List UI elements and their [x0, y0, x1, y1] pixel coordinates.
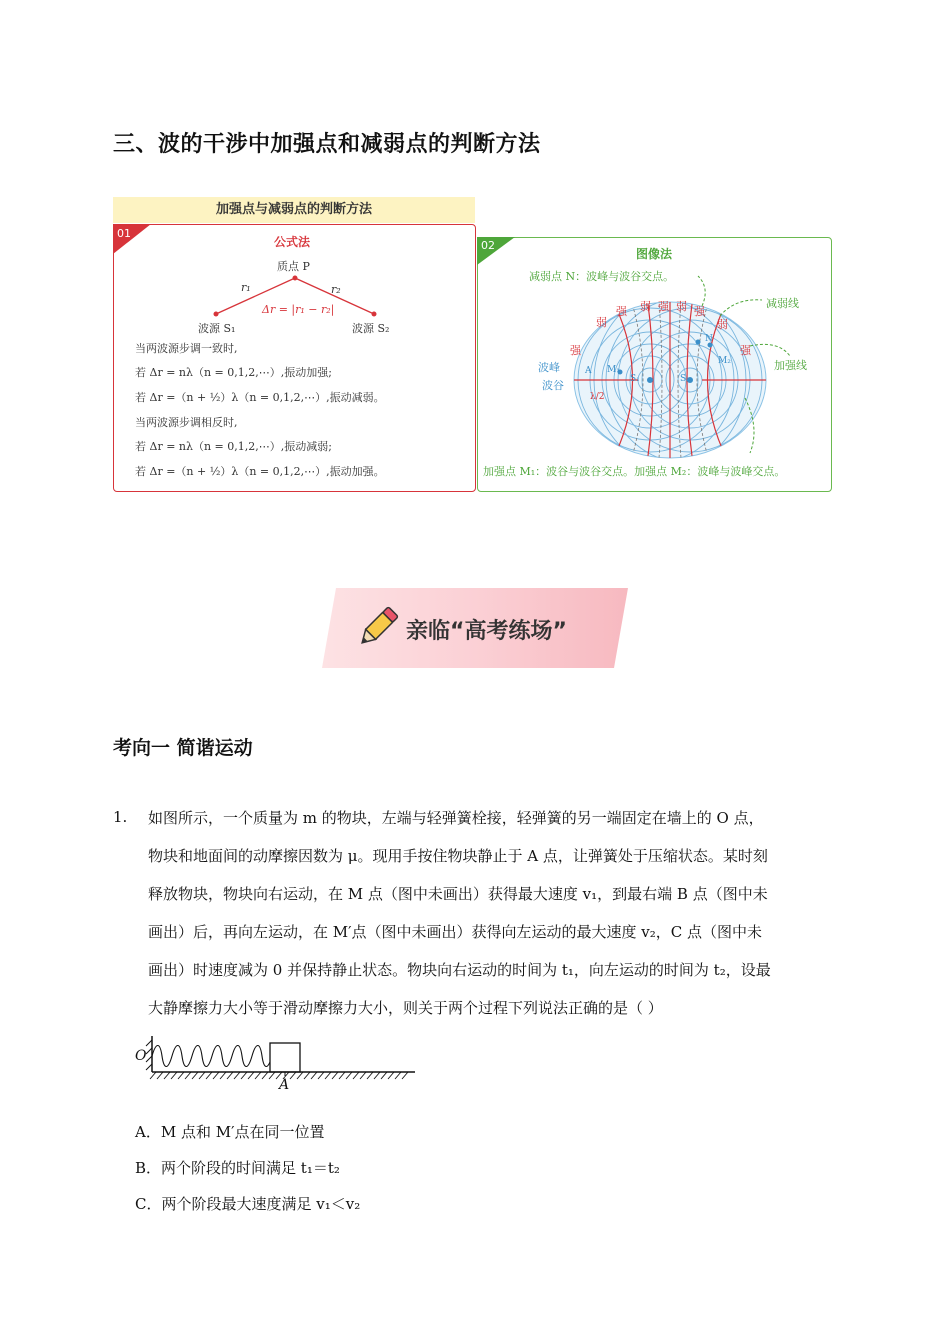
section-heading: 三、波的干涉中加强点和减弱点的判断方法 — [113, 132, 541, 157]
ground-hatch-mark — [332, 1072, 338, 1079]
image-method-subtitle: 图像法 — [636, 247, 673, 261]
ground-hatch-mark — [374, 1072, 380, 1079]
option-c[interactable]: C．两个阶段最大速度满足 v₁＜v₂ — [135, 1195, 361, 1213]
ground-hatch-mark — [339, 1072, 345, 1079]
ground-hatch-mark — [367, 1072, 373, 1079]
ground-hatch-mark — [304, 1072, 310, 1079]
delta-r-formula: Δr = |r₁ − r₂| — [262, 303, 335, 316]
r1-label: r₁ — [241, 281, 251, 294]
half-wavelength-label: λ/2 — [590, 392, 605, 402]
ground-hatch-mark — [234, 1072, 240, 1079]
strong-label: 强 — [570, 344, 581, 357]
spring-block-figure — [130, 1030, 420, 1094]
ground-hatch-mark — [360, 1072, 366, 1079]
ground-hatch-mark — [346, 1072, 352, 1079]
ground-hatch-mark — [297, 1072, 303, 1079]
ground-hatch-mark — [290, 1072, 296, 1079]
ground-hatch-mark — [220, 1072, 226, 1079]
ground-hatch-mark — [353, 1072, 359, 1079]
ground-hatch-mark — [192, 1072, 198, 1079]
strong-label: 强 — [740, 344, 751, 357]
rule-line: 若 Δr = nλ（n = 0,1,2,⋯）,振动加强; — [135, 366, 332, 379]
wall-o-label: O — [135, 1048, 147, 1064]
ground-hatch-mark — [311, 1072, 317, 1079]
banner-text: 亲临“高考练场” — [406, 619, 567, 644]
trough-label: 波谷 — [542, 379, 564, 392]
ground-hatch-mark — [213, 1072, 219, 1079]
s2-label: S₂ — [680, 374, 690, 384]
ground-hatch-mark — [269, 1072, 275, 1079]
ground-hatch-mark — [150, 1072, 156, 1079]
strong-line-label: 加强线 — [774, 359, 807, 372]
ground-hatch-mark — [178, 1072, 184, 1079]
weak-label: 弱 — [676, 300, 687, 313]
ground-hatch-mark — [199, 1072, 205, 1079]
ground-hatch-mark — [185, 1072, 191, 1079]
option-b[interactable]: B．两个阶段的时间满足 t₁＝t₂ — [135, 1159, 340, 1177]
formula-method-subtitle: 公式法 — [274, 235, 311, 249]
strong-label: 强 — [616, 305, 627, 318]
ground-hatch-mark — [325, 1072, 331, 1079]
m2-label: M₂ — [718, 356, 731, 366]
strong-label: 强 — [658, 300, 669, 313]
ground-hatch-mark — [402, 1072, 408, 1079]
crest-label: 波峰 — [538, 361, 560, 374]
question-text-line: 如图所示，一个质量为 m 的物块，左端与轻弹簧栓接，轻弹簧的另一端固定在墙上的 O 点， — [148, 809, 764, 827]
point-p-label: 质点 P — [277, 260, 310, 273]
question-number: 1. — [113, 808, 128, 826]
r2-label: r₂ — [331, 283, 341, 296]
weak-point-note: 减弱点 N：波峰与波谷交点。 — [529, 270, 675, 283]
a-label: A — [585, 366, 592, 376]
weak-label: 弱 — [717, 318, 728, 331]
rule-line: 当两波源步调一致时, — [135, 342, 238, 355]
question-text-line: 大静摩擦力大小等于滑动摩擦力大小，则关于两个过程下列说法正确的是（ ） — [148, 999, 663, 1017]
strong-points-note: 加强点 M₁：波谷与波谷交点。加强点 M₂：波峰与波峰交点。 — [483, 465, 786, 478]
weak-label: 弱 — [640, 300, 651, 313]
ground-hatch-mark — [164, 1072, 170, 1079]
ground-hatch-mark — [255, 1072, 261, 1079]
rule-line: 若 Δr = nλ（n = 0,1,2,⋯）,振动减弱; — [135, 440, 332, 453]
question-text-line: 画出）后，再向左运动，在 M′点（图中未画出）获得向左运动的最大速度 v₂，C 点（图中未 — [148, 923, 763, 941]
ground-hatch-mark — [241, 1072, 247, 1079]
rule-line: 当两波源步调相反时, — [135, 416, 238, 429]
ground-hatch-mark — [227, 1072, 233, 1079]
source-s2-label: 波源 S₂ — [352, 322, 390, 335]
question-text-line: 释放物块，物块向右运动，在 M 点（图中未画出）获得最大速度 v₁，到最右端 B 点（图中未 — [148, 885, 768, 903]
ground-hatch-mark — [381, 1072, 387, 1079]
point-a-label: A — [279, 1077, 290, 1093]
section-title: 考向一 简谐运动 — [113, 737, 253, 759]
infographic-title: 加强点与减弱点的判断方法 — [113, 197, 475, 223]
tag-02: 02 — [481, 239, 495, 252]
tag-01: 01 — [117, 227, 131, 240]
s1-label: S₁ — [630, 374, 640, 384]
weak-line-label: 减弱线 — [766, 297, 799, 310]
ground-hatch-mark — [171, 1072, 177, 1079]
ground-hatch-mark — [395, 1072, 401, 1079]
ground-hatch-mark — [318, 1072, 324, 1079]
annotation-arrows — [690, 268, 810, 458]
ground-hatch-mark — [157, 1072, 163, 1079]
ground-hatch-mark — [248, 1072, 254, 1079]
question-text-line: 物块和地面间的动摩擦因数为 μ。现用手按住物块静止于 A 点，让弹簧处于压缩状态。某时刻 — [148, 847, 768, 865]
rule-line: 若 Δr =（n + ½）λ（n = 0,1,2,⋯）,振动减弱。 — [135, 391, 385, 404]
ground-hatch-mark — [388, 1072, 394, 1079]
strong-label: 强 — [694, 305, 705, 318]
option-a[interactable]: A．M 点和 M′点在同一位置 — [135, 1123, 325, 1141]
ground-hatch-mark — [262, 1072, 268, 1079]
weak-label: 弱 — [596, 316, 607, 329]
question-text-line: 画出）时速度减为 0 并保持静止状态。物块向右运动的时间为 t₁，向左运动的时间为 t₂，设最 — [148, 961, 771, 979]
rule-line: 若 Δr =（n + ½）λ（n = 0,1,2,⋯）,振动加强。 — [135, 465, 385, 478]
m1-label: M₁ — [607, 365, 620, 375]
source-s1-label: 波源 S₁ — [198, 322, 236, 335]
ground-hatch-mark — [206, 1072, 212, 1079]
pencil-icon — [352, 603, 402, 653]
n-label: N — [705, 334, 713, 344]
